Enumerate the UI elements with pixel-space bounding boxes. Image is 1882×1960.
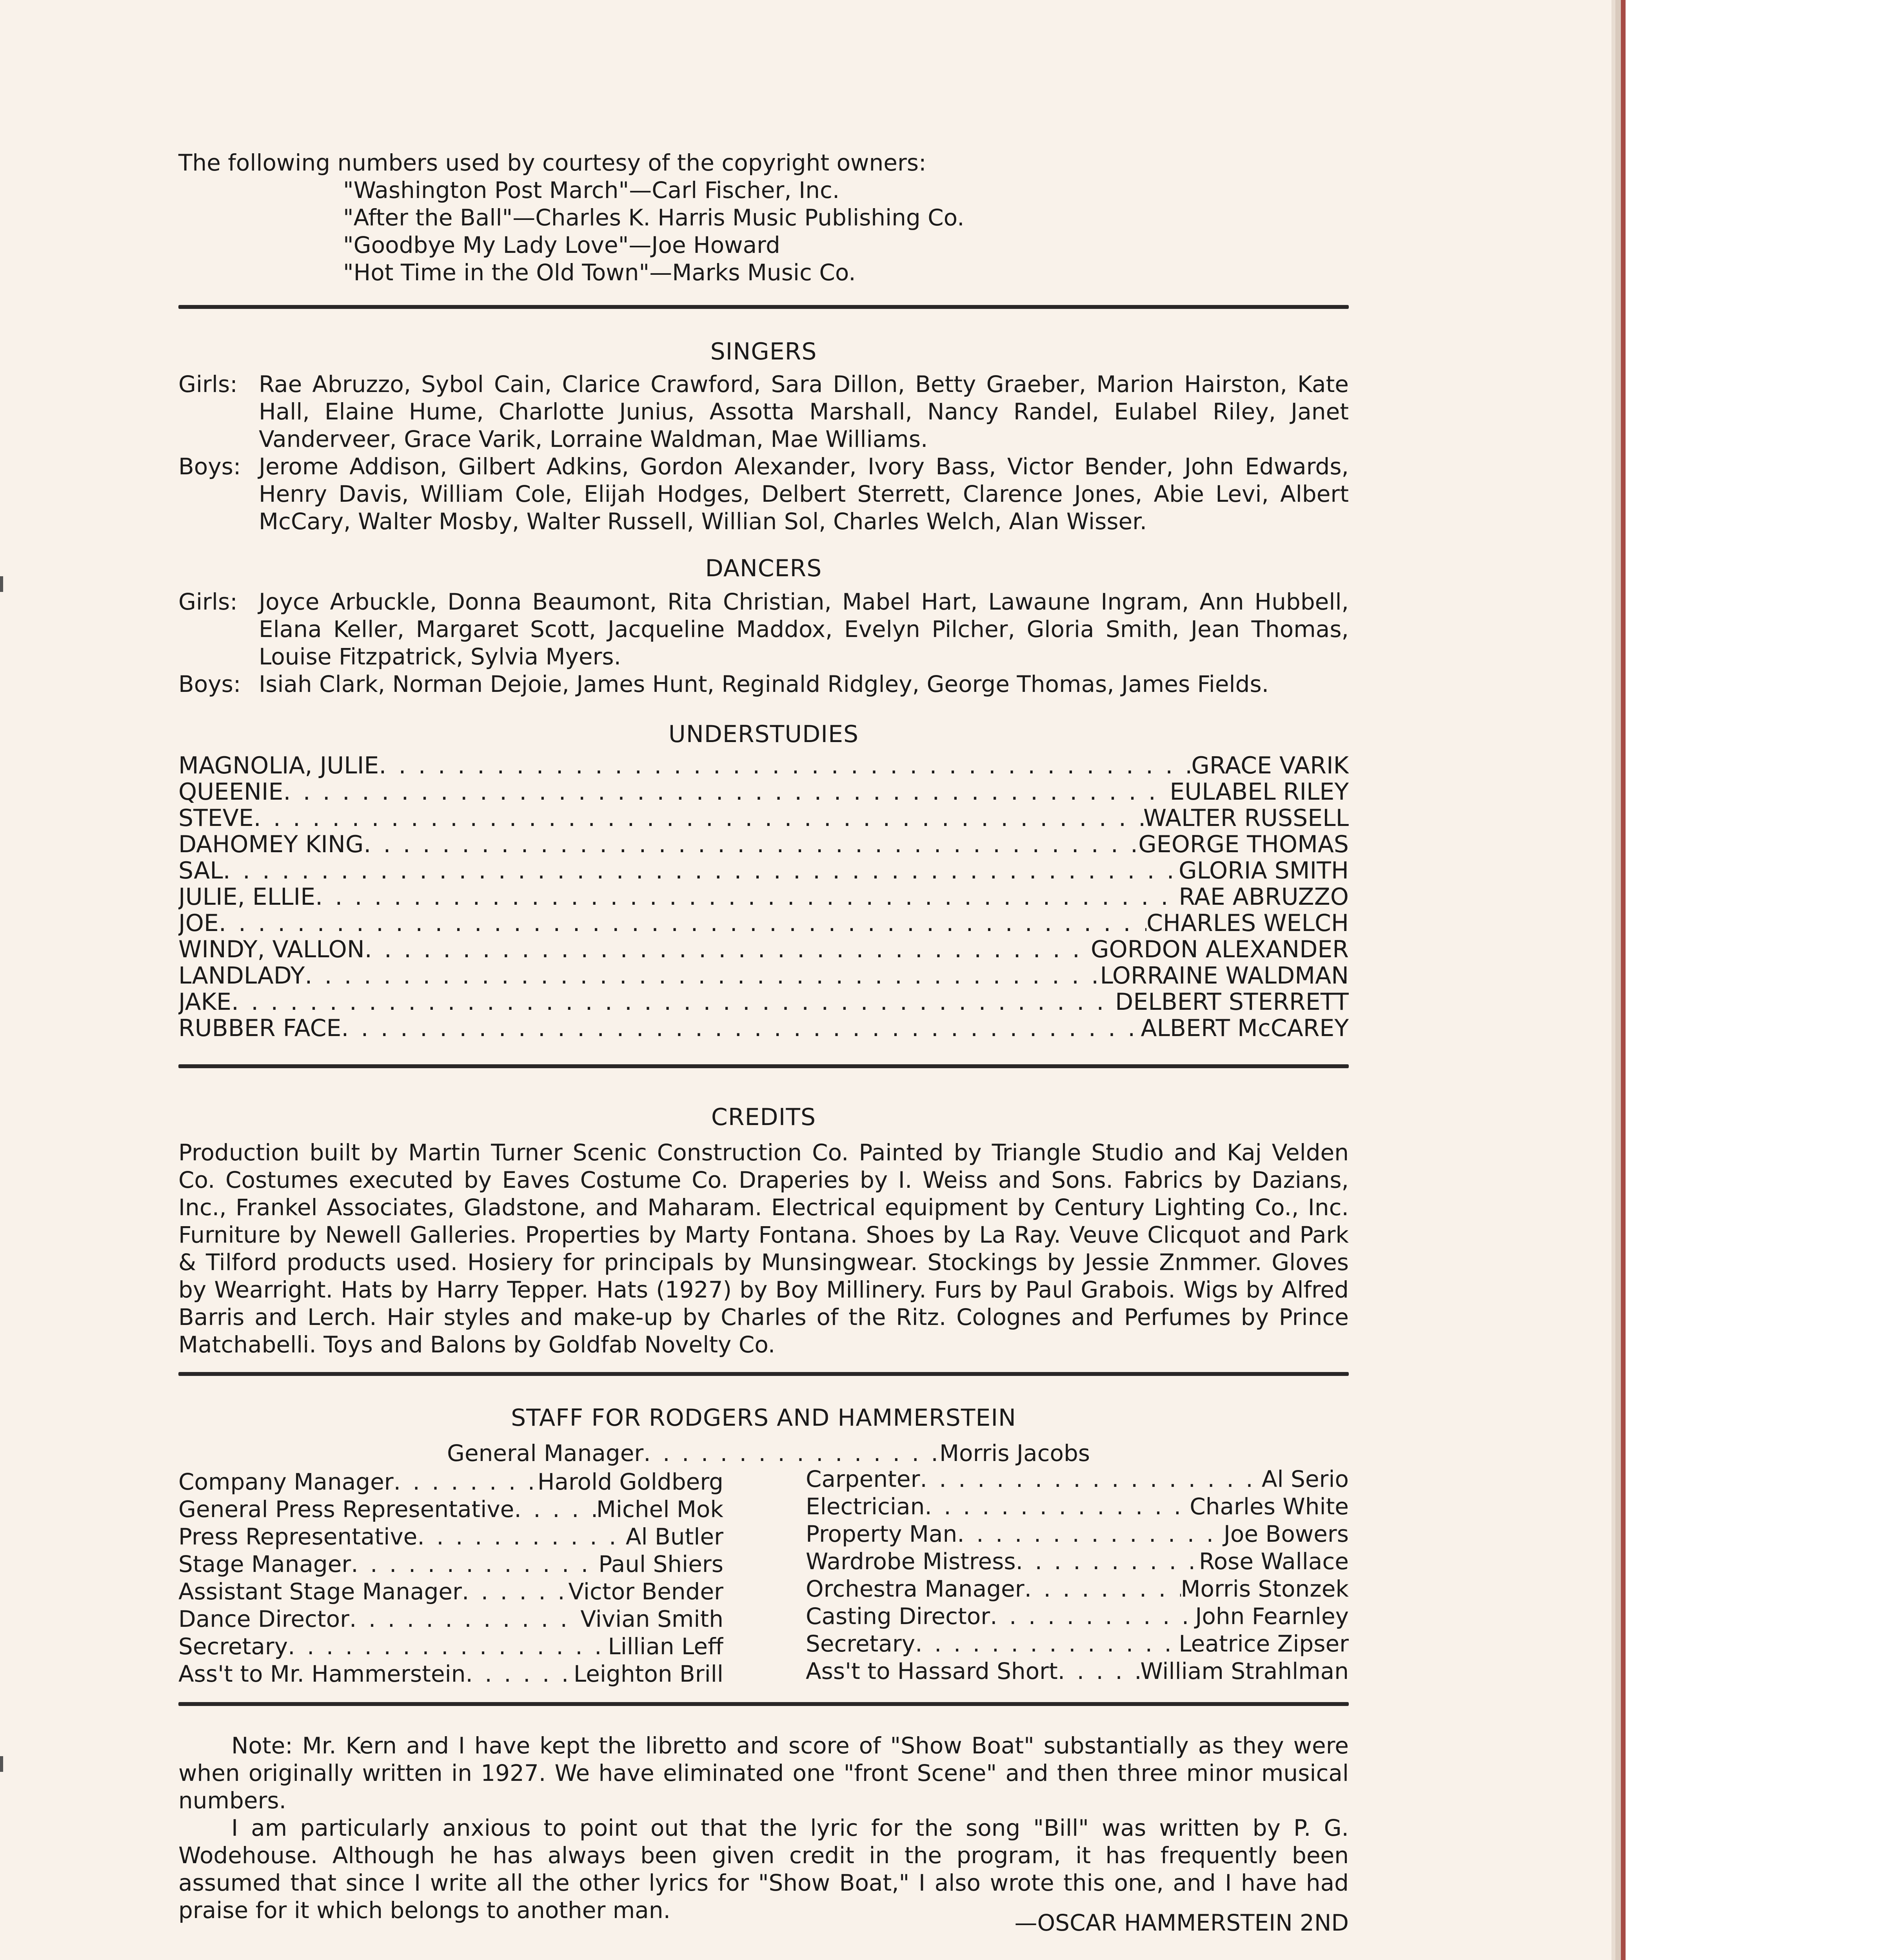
- copyright-credits: [178, 149, 1433, 286]
- singers-boys-list: Jerome Addison, Gilbert Adkins, Gordon Alexander, Ivory Bass, Victor Bender, John Edwards, Henry Davis, William Cole, Elijah Hodges, Delbert Sterrett, Clarence Jones, Abie Levi, Albert McCary, Walter Mosby, Walter Russell, Willian Sol, Charles Welch, Alan Wisser.: [259, 453, 1349, 535]
- understudy-name: RAE ABRUZZO: [1179, 884, 1349, 910]
- understudy-row: [178, 858, 1349, 884]
- understudy-name: DELBERT STERRETT: [1115, 989, 1349, 1015]
- general-manager-row: [447, 1439, 1090, 1467]
- staff-role: Carpenter: [806, 1466, 920, 1492]
- understudy-name: WALTER RUSSELL: [1143, 805, 1349, 831]
- staff-right-column: [806, 1465, 1349, 1685]
- staff-role: Ass't to Mr. Hammerstein: [178, 1661, 466, 1687]
- dancers-boys-list: Isiah Clark, Norman Dejoie, James Hunt, Reginald Ridgley, George Thomas, James Fields.: [259, 671, 1269, 697]
- understudy-role: JAKE: [178, 989, 231, 1015]
- understudy-role: DAHOMEY KING: [178, 831, 364, 858]
- staff-name: Morris Stonzek: [1181, 1575, 1349, 1602]
- staff-name: Leighton Brill: [573, 1661, 723, 1687]
- staff-role: Casting Director: [806, 1603, 990, 1630]
- binding-mark: [0, 1756, 3, 1772]
- staff-heading: STAFF FOR RODGERS AND HAMMERSTEIN: [511, 1404, 1016, 1432]
- staff-row: [806, 1493, 1349, 1520]
- understudy-name: GLORIA SMITH: [1179, 858, 1349, 884]
- divider-rule: [178, 1702, 1349, 1706]
- understudy-role: MAGNOLIA, JULIE: [178, 753, 379, 779]
- staff-role: Orchestra Manager: [806, 1575, 1025, 1602]
- boys-label: Boys:: [178, 453, 241, 480]
- understudy-role: JOE: [178, 910, 219, 936]
- note-paragraph: Note: Mr. Kern and I have kept the libretto and score of "Show Boat" substantially as they were when originally written in 1927. We have eliminated one "front Scene" and then three minor musical numbers.: [178, 1732, 1349, 1814]
- understudy-role: LANDLADY: [178, 963, 305, 989]
- credits-text: Production built by Martin Turner Scenic Construction Co. Painted by Triangle Studio and Kaj Velden Co. Costumes executed by Eaves Costume Co. Draperies by I. Weiss and Sons. Fabrics by Dazians, Inc., Frankel Associates, Gladstone, and Maharam. Electrical equipment by Century Lighting Co., Inc. Furniture by Newell Galleries. Properties by Marty Fontana. Shoes by La Ray. Veuve Clicquot and Park & Tilford products used. Hosiery for principals by Munsingwear. Stockings by Jessie Znmmer. Gloves by Wearright. Hats by Harry Tepper. Hats (1927) by Boy Millinery. Furs by Paul Grabois. Wigs by Alfred Barris and Lerch. Hair styles and make-up by Charles of the Ritz. Colognes and Perfumes by Prince Matchabelli. Toys and Balons by Goldfab Novelty Co.: [178, 1139, 1349, 1358]
- credits-heading: CREDITS: [711, 1103, 816, 1131]
- staff-name: Al Serio: [1261, 1466, 1349, 1492]
- staff-name: Victor Bender: [568, 1578, 723, 1605]
- staff-name: Lillian Leff: [608, 1633, 723, 1660]
- understudy-name: ALBERT McCAREY: [1141, 1015, 1349, 1042]
- staff-row: [178, 1495, 723, 1523]
- understudy-role: SAL: [178, 858, 223, 884]
- understudy-name: GRACE VARIK: [1191, 753, 1349, 779]
- staff-name: Morris Jacobs: [939, 1440, 1090, 1466]
- staff-name: Harold Goldberg: [537, 1468, 723, 1495]
- dancers-girls-list: Joyce Arbuckle, Donna Beaumont, Rita Christian, Mabel Hart, Lawaune Ingram, Ann Hubbell, Elana Keller, Margaret Scott, Jacqueline Maddox, Evelyn Pilcher, Gloria Smith, Jean Thomas, Louise Fitzpatrick, Sylvia Myers.: [259, 588, 1349, 670]
- staff-row: [806, 1657, 1349, 1685]
- understudy-role: QUEENIE: [178, 779, 283, 805]
- hammerstein-note: [178, 1732, 1349, 1924]
- divider-rule: [178, 1372, 1349, 1376]
- singers-boys-row: [178, 453, 1349, 535]
- boys-label: Boys:: [178, 671, 241, 697]
- understudy-row: [178, 753, 1349, 779]
- staff-row: [178, 1578, 723, 1605]
- understudy-name: GEORGE THOMAS: [1138, 831, 1349, 858]
- understudy-row: [178, 805, 1349, 831]
- singers-girls-list: Rae Abruzzo, Sybol Cain, Clarice Crawford, Sara Dillon, Betty Graeber, Marion Hairston, Kate Hall, Elaine Hume, Charlotte Junius, Assotta Marshall, Nancy Randel, Eulabel Riley, Janet Vanderveer, Grace Varik, Lorraine Waldman, Mae Williams.: [259, 371, 1349, 452]
- understudy-row: [178, 1015, 1349, 1042]
- staff-role: Press Representative: [178, 1523, 418, 1550]
- staff-role: Secretary: [806, 1630, 916, 1657]
- staff-row: [178, 1550, 723, 1578]
- singers-section: [178, 370, 1349, 535]
- copyright-item: "Hot Time in the Old Town"—Marks Music Co.: [343, 259, 856, 286]
- understudy-name: EULABEL RILEY: [1170, 779, 1349, 805]
- understudy-role: STEVE: [178, 805, 254, 831]
- understudy-row: [178, 831, 1349, 858]
- understudy-row: [178, 884, 1349, 910]
- understudy-name: LORRAINE WALDMAN: [1100, 963, 1349, 989]
- staff-row: [178, 1523, 723, 1550]
- staff-row: [178, 1605, 723, 1633]
- staff-row: [806, 1548, 1349, 1575]
- understudy-role: JULIE, ELLIE: [178, 884, 316, 910]
- understudy-row: [178, 963, 1349, 989]
- note-paragraph: I am particularly anxious to point out that the lyric for the song "Bill" was written by P. G. Wodehouse. Although he has always been given credit in the program, it has frequently been assumed that since I write all the other lyrics for "Show Boat," I also wrote this one, and I have had praise for it which belongs to another man.: [178, 1815, 1349, 1924]
- staff-role: Dance Director: [178, 1606, 349, 1632]
- staff-role: Secretary: [178, 1633, 288, 1660]
- dancers-girls-row: [178, 588, 1349, 670]
- staff-name: Charles White: [1190, 1493, 1349, 1520]
- understudies-heading: UNDERSTUDIES: [668, 720, 859, 748]
- staff-role: General Manager: [447, 1440, 644, 1466]
- staff-row: [178, 1468, 723, 1495]
- binding-mark: [0, 576, 3, 592]
- girls-label: Girls:: [178, 371, 238, 397]
- dancers-heading: DANCERS: [705, 555, 822, 582]
- understudy-name: CHARLES WELCH: [1146, 910, 1349, 936]
- staff-name: Paul Shiers: [598, 1551, 723, 1577]
- understudy-row: [178, 936, 1349, 963]
- staff-row: [178, 1660, 723, 1688]
- staff-row: [806, 1630, 1349, 1657]
- understudy-row: [178, 910, 1349, 936]
- staff-name: Joe Bowers: [1223, 1521, 1349, 1547]
- girls-label: Girls:: [178, 588, 238, 615]
- staff-name: Rose Wallace: [1199, 1548, 1349, 1575]
- dancers-section: [178, 588, 1349, 698]
- understudies-list: [178, 753, 1349, 1042]
- staff-role: Assistant Stage Manager: [178, 1578, 462, 1605]
- staff-role: Property Man: [806, 1521, 957, 1547]
- divider-rule: [178, 305, 1349, 309]
- staff-name: John Fearnley: [1195, 1603, 1349, 1630]
- staff-role: General Press Representative: [178, 1496, 514, 1523]
- copyright-item: "After the Ball"—Charles K. Harris Music Publishing Co.: [343, 204, 965, 231]
- staff-name: Leatrice Zipser: [1179, 1630, 1349, 1657]
- singers-girls-row: [178, 370, 1349, 453]
- note-signature: —OSCAR HAMMERSTEIN 2ND: [1014, 1909, 1349, 1936]
- copyright-item: "Goodbye My Lady Love"—Joe Howard: [343, 232, 780, 258]
- dancers-boys-row: [178, 670, 1349, 698]
- copyright-item: "Washington Post March"—Carl Fischer, Inc.: [343, 177, 840, 203]
- understudy-role: RUBBER FACE: [178, 1015, 342, 1042]
- understudy-name: GORDON ALEXANDER: [1090, 936, 1349, 963]
- staff-left-column: [178, 1468, 723, 1688]
- staff-row: [806, 1465, 1349, 1493]
- staff-row: [806, 1520, 1349, 1548]
- staff-name: Vivian Smith: [580, 1606, 723, 1632]
- staff-name: Al Butler: [625, 1523, 723, 1550]
- staff-role: Ass't to Hassard Short: [806, 1658, 1058, 1684]
- staff-role: Wardrobe Mistress: [806, 1548, 1016, 1575]
- understudy-row: [178, 989, 1349, 1015]
- divider-rule: [178, 1064, 1349, 1068]
- copyright-intro: The following numbers used by courtesy of the copyright owners:: [178, 149, 926, 176]
- staff-role: Company Manager: [178, 1468, 394, 1495]
- staff-row: [806, 1575, 1349, 1602]
- understudy-row: [178, 779, 1349, 805]
- staff-row: [806, 1602, 1349, 1630]
- staff-name: Michel Mok: [596, 1496, 723, 1523]
- staff-role: Stage Manager: [178, 1551, 351, 1577]
- staff-name: William Strahlman: [1140, 1658, 1349, 1684]
- understudy-role: WINDY, VALLON: [178, 936, 365, 963]
- staff-role: Electrician: [806, 1493, 925, 1520]
- singers-heading: SINGERS: [710, 338, 817, 365]
- staff-row: [178, 1633, 723, 1660]
